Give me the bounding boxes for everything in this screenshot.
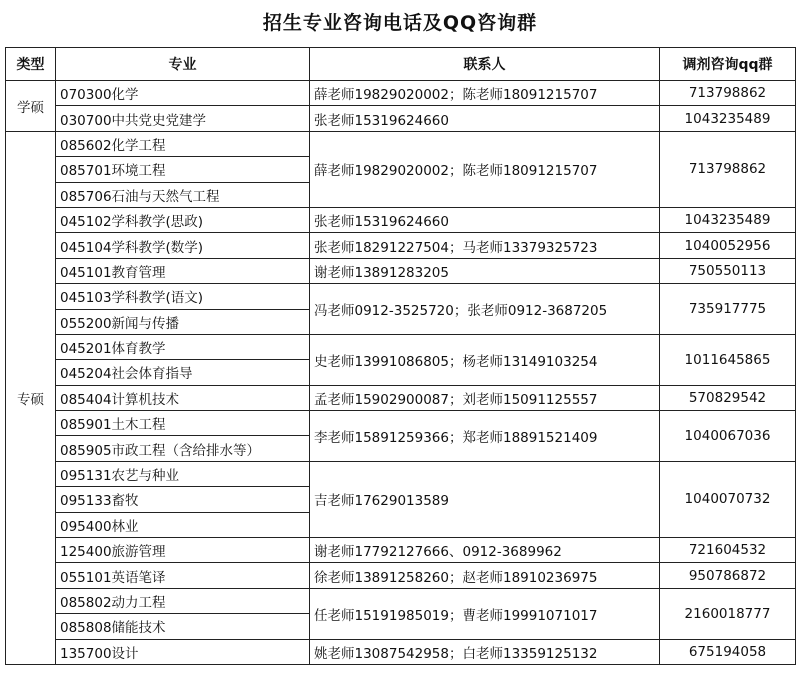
qq-group-cell: 1040052956 <box>660 233 796 258</box>
major-cell: 030700中共党史党建学 <box>56 106 310 131</box>
table-row <box>6 538 796 563</box>
contact-cell: 吉老师17629013589 <box>310 461 660 537</box>
table-row <box>6 385 796 410</box>
contact-cell: 史老师13991086805；杨老师13149103254 <box>310 334 660 385</box>
major-cell: 085706石油与天然气工程 <box>56 182 310 207</box>
major-cell: 045102学科教学(思政) <box>56 207 310 232</box>
contact-cell: 张老师15319624660 <box>310 207 660 232</box>
major-cell: 135700设计 <box>56 639 310 664</box>
header-major: 专业 <box>56 48 310 81</box>
type-cell: 学硕 <box>6 81 56 132</box>
table-row <box>6 106 796 131</box>
contact-cell: 张老师15319624660 <box>310 106 660 131</box>
table-row <box>6 284 796 309</box>
major-cell: 085701环境工程 <box>56 157 310 182</box>
major-cell: 125400旅游管理 <box>56 538 310 563</box>
contact-cell: 姚老师13087542958；白老师13359125132 <box>310 639 660 664</box>
major-cell: 045104学科教学(数学) <box>56 233 310 258</box>
header-contact: 联系人 <box>310 48 660 81</box>
major-cell: 085808储能技术 <box>56 614 310 639</box>
table-row <box>6 461 796 486</box>
table-row <box>6 131 796 156</box>
contact-cell: 孟老师15902900087；刘老师15091125557 <box>310 385 660 410</box>
qq-group-cell: 721604532 <box>660 538 796 563</box>
contact-cell: 李老师15891259366；郑老师18891521409 <box>310 411 660 462</box>
contact-cell: 张老师18291227504；马老师13379325723 <box>310 233 660 258</box>
qq-group-cell: 713798862 <box>660 81 796 106</box>
table-row <box>6 233 796 258</box>
major-cell: 045201体育教学 <box>56 334 310 359</box>
table-row <box>6 81 796 106</box>
qq-group-cell: 1043235489 <box>660 106 796 131</box>
header-qq-group: 调剂咨询qq群 <box>660 48 796 81</box>
contact-cell: 冯老师0912-3525720；张老师0912-3687205 <box>310 284 660 335</box>
contact-cell: 谢老师17792127666、0912-3689962 <box>310 538 660 563</box>
contact-cell: 任老师15191985019；曹老师19991071017 <box>310 588 660 639</box>
table-body <box>6 81 796 665</box>
major-cell: 085901土木工程 <box>56 411 310 436</box>
qq-group-cell: 1040070732 <box>660 461 796 537</box>
qq-group-cell: 2160018777 <box>660 588 796 639</box>
table-row <box>6 334 796 359</box>
major-cell: 055101英语笔译 <box>56 563 310 588</box>
page-title: 招生专业咨询电话及QQ咨询群 <box>262 12 538 34</box>
major-cell: 085802动力工程 <box>56 588 310 613</box>
table-row <box>6 411 796 436</box>
qq-group-cell: 735917775 <box>660 284 796 335</box>
qq-group-cell: 1040067036 <box>660 411 796 462</box>
table-row <box>6 588 796 613</box>
major-cell: 045204社会体育指导 <box>56 360 310 385</box>
major-cell: 045103学科教学(语文) <box>56 284 310 309</box>
major-cell: 070300化学 <box>56 81 310 106</box>
major-cell: 045101教育管理 <box>56 258 310 283</box>
major-cell: 085905市政工程（含给排水等） <box>56 436 310 461</box>
header-type: 类型 <box>6 48 56 81</box>
qq-group-cell: 750550113 <box>660 258 796 283</box>
contact-cell: 谢老师13891283205 <box>310 258 660 283</box>
table-row <box>6 639 796 664</box>
contact-cell: 徐老师13891258260；赵老师18910236975 <box>310 563 660 588</box>
contact-cell: 薛老师19829020002；陈老师18091215707 <box>310 81 660 106</box>
qq-group-cell: 570829542 <box>660 385 796 410</box>
qq-group-cell: 1043235489 <box>660 207 796 232</box>
table-row <box>6 258 796 283</box>
contact-table <box>5 47 796 665</box>
table-row <box>6 207 796 232</box>
major-cell: 085404计算机技术 <box>56 385 310 410</box>
qq-group-cell: 713798862 <box>660 131 796 207</box>
major-cell: 055200新闻与传播 <box>56 309 310 334</box>
major-cell: 095400林业 <box>56 512 310 537</box>
qq-group-cell: 950786872 <box>660 563 796 588</box>
contact-cell: 薛老师19829020002；陈老师18091215707 <box>310 131 660 207</box>
major-cell: 095131农艺与种业 <box>56 461 310 486</box>
table-header-row <box>6 48 796 81</box>
qq-group-cell: 1011645865 <box>660 334 796 385</box>
table-row <box>6 563 796 588</box>
major-cell: 085602化学工程 <box>56 131 310 156</box>
type-cell: 专硕 <box>6 131 56 664</box>
major-cell: 095133畜牧 <box>56 487 310 512</box>
qq-group-cell: 675194058 <box>660 639 796 664</box>
